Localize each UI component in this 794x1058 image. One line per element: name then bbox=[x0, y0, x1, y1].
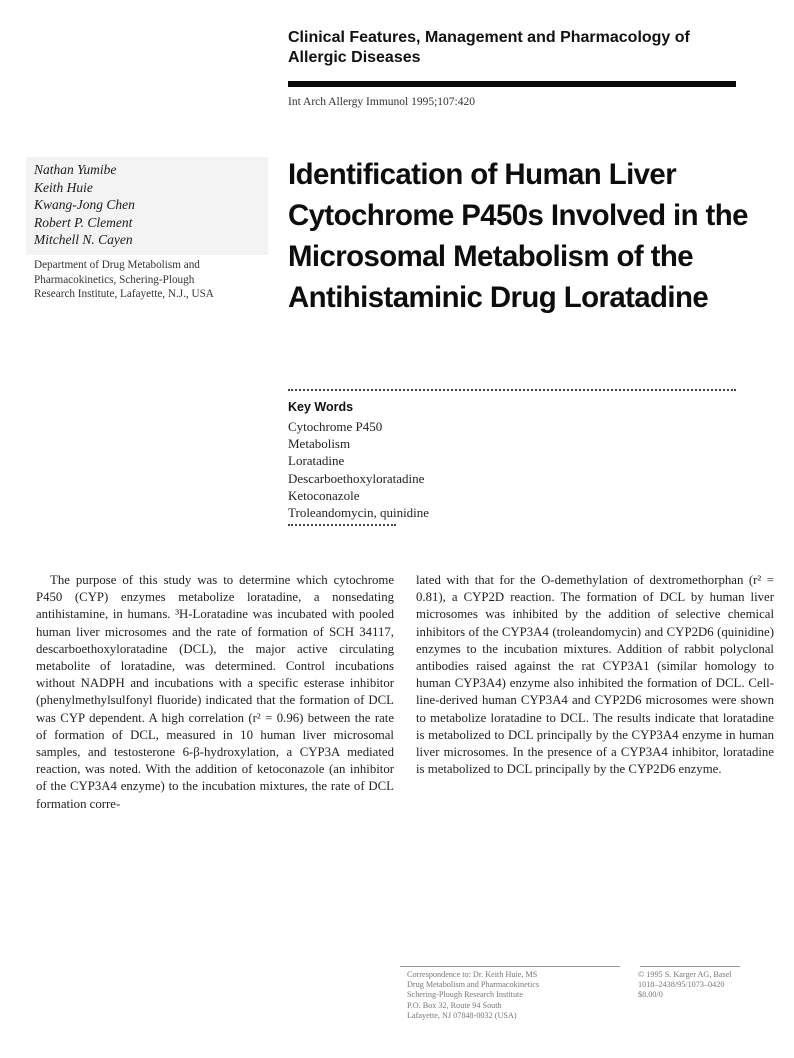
title-line-4: Antihistaminic Drug Loratadine bbox=[288, 281, 709, 314]
affiliation-line: Department of Drug Metabolism and bbox=[34, 259, 200, 271]
author-name: Nathan Yumibe bbox=[34, 162, 117, 177]
correspondence-line: Drug Metabolism and Pharmacokinetics bbox=[407, 980, 540, 990]
correspondence-line: P.O. Box 32, Route 94 South bbox=[407, 1000, 502, 1010]
author-name: Keith Huie bbox=[34, 179, 93, 195]
journal-section-title bbox=[288, 28, 748, 68]
affiliation-line: Pharmacokinetics, Schering-Plough bbox=[34, 273, 195, 286]
keyword-item: Ketoconazole bbox=[288, 487, 360, 503]
author-affiliation bbox=[34, 258, 264, 302]
copyright-line: 1018–2438/95/1073–0420 bbox=[638, 980, 725, 990]
article-title bbox=[288, 154, 758, 318]
journal-citation: Int Arch Allergy Immunol 1995;107:420 bbox=[288, 96, 475, 108]
correspondence-address bbox=[407, 970, 627, 1021]
header-rule-bar bbox=[288, 81, 736, 87]
keyword-item: Cytochrome P450 bbox=[288, 419, 383, 434]
keywords-bottom-dotted-rule bbox=[288, 524, 396, 526]
correspondence-line: Schering-Plough Research Institute bbox=[407, 990, 523, 1000]
keywords-heading: Key Words bbox=[288, 400, 354, 414]
correspondence-rule bbox=[400, 966, 620, 967]
keyword-item: Metabolism bbox=[288, 436, 351, 452]
copyright-line: $8.00/0 bbox=[638, 990, 663, 1000]
correspondence-line: Lafayette, NJ 07848-0032 (USA) bbox=[407, 1010, 517, 1020]
title-line-2: Cytochrome P450s Involved in the bbox=[288, 199, 748, 232]
section-title-line-2: Allergic Diseases bbox=[288, 49, 421, 66]
abstract-left-column: The purpose of this study was to determine which cytochrome P450 (CYP) enzymes metabolize loratadine, a nonsedating antihistamine, in humans. ³H-Loratadine was incubated with pooled human liver microsomes and the rate of formation of SCH 34117, descarboethoxyloratadine (DCL), the major active circulating metabolite of loratadine, was determined. Control incubations without NADPH and incubations with a specific esterase inhibitor (phenylmethylsulfonyl fluoride) indicated that the formation of DCL was CYP dependent. A high correlation (r² = 0.96) between the rate of formation of DCL, measured in 10 human liver microsomal samples, and testosterone 6-β-hydroxylation, a CYP3A mediated reaction, was noted. With the addition of ketoconazole (an inhibitor of the CYP3A4 enzyme) to the incubation mixtures, the rate of DCL formation corre- bbox=[36, 573, 394, 811]
keyword-item: Troleandomycin, quinidine bbox=[288, 505, 430, 521]
affiliation-line: Research Institute, Lafayette, N.J., USA bbox=[34, 288, 214, 300]
author-name: Mitchell N. Cayen bbox=[34, 232, 133, 247]
abstract-right-column: lated with that for the O-demethylation of dextromethorphan (r² = 0.81), a CYP2D reaction. The formation of DCL by human liver microsomes was inhibited by the addition of selective chemical inhibitors of the CYP3A4 (troleandomycin) and CYP2D6 (quinidine) enzymes to the incubation mixtures. Addition of rabbit polyclonal antibodies raised against the rat CYP3A1 (similar homology to human CYP3A4) enzyme also inhibited the formation of DCL. Cell-line-derived human CYP3A4 and CYP2D6 microsomes were shown to metabolize loratadine to DCL. The results indicate that loratadine is metabolized to DCL principally by the CYP3A4 enzyme in human liver microsomes. In the presence of a CYP3A4 inhibitor, loratadine is metabolized to DCL principally by the CYP2D6 enzyme. bbox=[416, 573, 774, 777]
keywords-list bbox=[288, 418, 429, 521]
copyright-rule bbox=[640, 966, 740, 967]
keywords-top-dotted-rule bbox=[288, 389, 736, 391]
title-line-1: Identification of Human Liver bbox=[288, 158, 677, 191]
correspondence-line: Correspondence to: Dr. Keith Huie, MS bbox=[407, 970, 538, 979]
author-list bbox=[26, 157, 268, 255]
author-name: Robert P. Clement bbox=[34, 214, 133, 230]
copyright-notice bbox=[638, 970, 768, 1001]
keyword-item: Loratadine bbox=[288, 453, 345, 469]
author-name: Kwang-Jong Chen bbox=[34, 197, 135, 212]
keyword-item: Descarboethoxyloratadine bbox=[288, 470, 425, 486]
title-line-3: Microsomal Metabolism of the bbox=[288, 240, 694, 273]
section-title-line-1: Clinical Features, Management and Pharmacology of bbox=[288, 29, 690, 46]
copyright-line: © 1995 S. Karger AG, Basel bbox=[638, 970, 732, 979]
